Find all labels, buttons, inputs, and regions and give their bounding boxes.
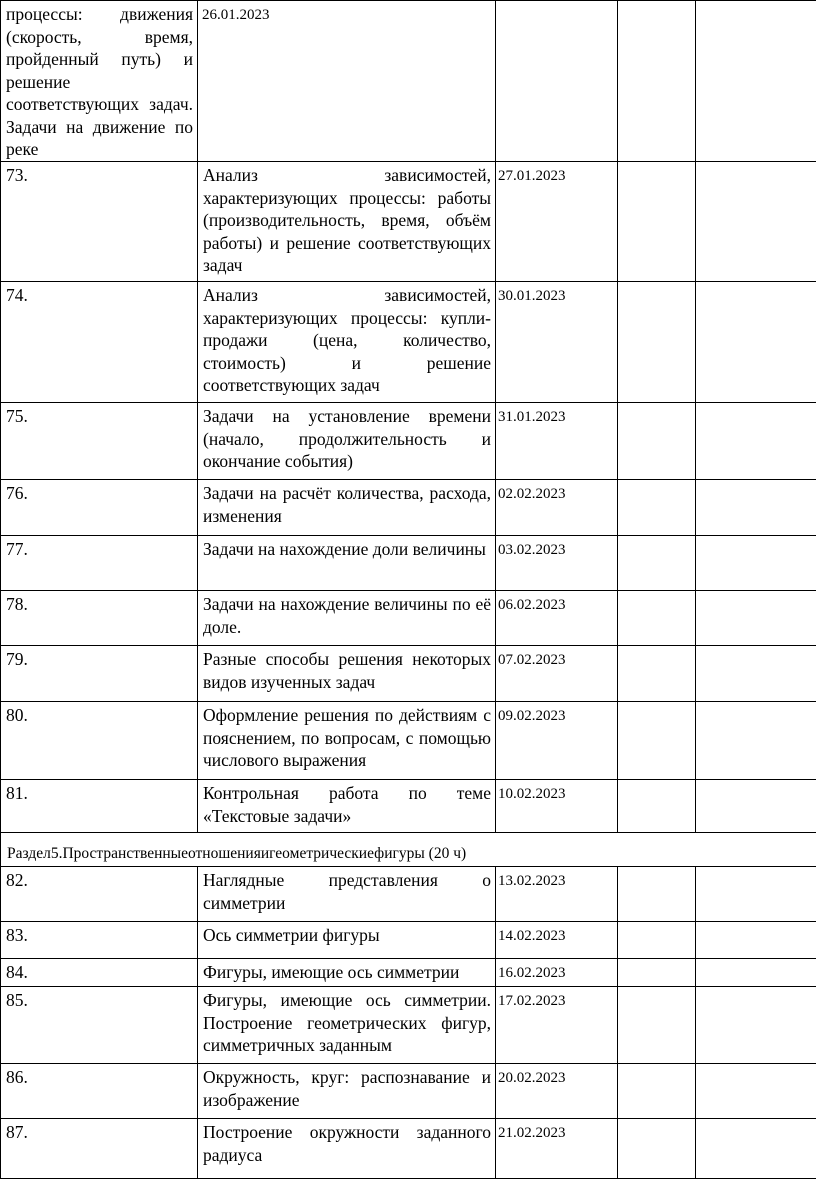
table-row xyxy=(1,646,816,702)
empty-cell xyxy=(618,403,696,480)
lesson-date: 31.01.2023 xyxy=(496,403,618,480)
empty-cell xyxy=(696,867,816,922)
lesson-number: 73. xyxy=(1,162,198,282)
lesson-topic: Ось симметрии фигуры xyxy=(198,922,496,959)
empty-cell xyxy=(618,480,696,536)
empty-cell xyxy=(696,162,816,282)
lesson-number: 84. xyxy=(1,959,198,987)
empty-cell xyxy=(696,536,816,591)
table-row xyxy=(1,922,816,959)
lesson-topic: Оформление решения по действиям с пояснением, по вопросам, с помощью числового выражения xyxy=(198,702,496,780)
lesson-number: 80. xyxy=(1,702,198,780)
lesson-date: 13.02.2023 xyxy=(496,867,618,922)
empty-cell xyxy=(618,959,696,987)
lesson-date: 30.01.2023 xyxy=(496,282,618,403)
lesson-topic: Анализ зависимостей, характеризующих процессы: работы (производительность, время, объём работы) и решение соответствующих задач xyxy=(198,162,496,282)
lesson-number: 77. xyxy=(1,536,198,591)
empty-cell xyxy=(618,1,696,162)
empty-cell xyxy=(618,162,696,282)
lesson-date: 17.02.2023 xyxy=(496,987,618,1064)
empty-cell xyxy=(696,1119,816,1179)
empty-cell xyxy=(618,646,696,702)
empty-cell xyxy=(696,403,816,480)
lesson-date: 27.01.2023 xyxy=(496,162,618,282)
lesson-number: 82. xyxy=(1,867,198,922)
lesson-date: 07.02.2023 xyxy=(496,646,618,702)
empty-cell xyxy=(618,922,696,959)
lesson-topic: Фигуры, имеющие ось симметрии xyxy=(198,959,496,987)
lesson-number: 74. xyxy=(1,282,198,403)
section-title: Раздел5.Пространственныеотношенияигеометрическиефигуры (20 ч) xyxy=(1,833,816,867)
empty-cell xyxy=(696,959,816,987)
table-row xyxy=(1,1119,816,1179)
table-row xyxy=(1,1064,816,1119)
lesson-topic: Наглядные представления о симметрии xyxy=(198,867,496,922)
lesson-topic: Задачи на расчёт количества, расхода, изменения xyxy=(198,480,496,536)
empty-cell xyxy=(618,282,696,403)
lesson-date: 02.02.2023 xyxy=(496,480,618,536)
empty-cell xyxy=(496,1,618,162)
empty-cell xyxy=(618,591,696,646)
table-row xyxy=(1,403,816,480)
empty-cell xyxy=(696,1,816,162)
empty-cell xyxy=(696,922,816,959)
empty-cell xyxy=(696,987,816,1064)
empty-cell xyxy=(696,282,816,403)
lesson-topic: Анализ зависимостей, характеризующих процессы: купли-продажи (цена, количество, стоимость) и решение соответствующих задач xyxy=(198,282,496,403)
empty-cell xyxy=(618,867,696,922)
lesson-number: 83. xyxy=(1,922,198,959)
lesson-number: 81. xyxy=(1,780,198,833)
lesson-topic: Задачи на нахождение доли величины xyxy=(198,536,496,591)
lesson-date: 14.02.2023 xyxy=(496,922,618,959)
empty-cell xyxy=(696,702,816,780)
table-row xyxy=(1,162,816,282)
section-row xyxy=(1,833,816,867)
lesson-number: 78. xyxy=(1,591,198,646)
lesson-date: 21.02.2023 xyxy=(496,1119,618,1179)
lesson-topic: Задачи на установление времени (начало, продолжительность и окончание события) xyxy=(198,403,496,480)
lesson-topic: Задачи на нахождение величины по её доле. xyxy=(198,591,496,646)
empty-cell xyxy=(696,780,816,833)
lesson-topic: Окружность, круг: распознавание и изображение xyxy=(198,1064,496,1119)
table-row xyxy=(1,536,816,591)
empty-cell xyxy=(618,702,696,780)
empty-cell xyxy=(618,1119,696,1179)
empty-cell xyxy=(618,1064,696,1119)
lesson-date: 06.02.2023 xyxy=(496,591,618,646)
topic-cell: процессы: движения (скорость, время, пройденный путь) и решение соответствующих задач. Задачи на движение по реке xyxy=(1,1,198,162)
lesson-number: 86. xyxy=(1,1064,198,1119)
lesson-number: 76. xyxy=(1,480,198,536)
empty-cell xyxy=(696,591,816,646)
empty-cell xyxy=(618,780,696,833)
table-row xyxy=(1,987,816,1064)
table-row xyxy=(1,702,816,780)
lesson-topic: Фигуры, имеющие ось симметрии. Построение геометрических фигур, симметричных заданным xyxy=(198,987,496,1064)
table-row xyxy=(1,591,816,646)
lesson-number: 87. xyxy=(1,1119,198,1179)
empty-cell xyxy=(618,987,696,1064)
lesson-topic: Построение окружности заданного радиуса xyxy=(198,1119,496,1179)
lesson-topic: Контрольная работа по теме «Текстовые задачи» xyxy=(198,780,496,833)
table-row xyxy=(1,867,816,922)
lesson-number: 75. xyxy=(1,403,198,480)
table-row xyxy=(1,959,816,987)
empty-cell xyxy=(696,480,816,536)
lesson-date: 03.02.2023 xyxy=(496,536,618,591)
lesson-date: 10.02.2023 xyxy=(496,780,618,833)
table-row xyxy=(1,1,816,162)
lesson-date: 20.02.2023 xyxy=(496,1064,618,1119)
table-row xyxy=(1,780,816,833)
table-row xyxy=(1,480,816,536)
date-cell: 26.01.2023 xyxy=(198,1,496,162)
lesson-date: 09.02.2023 xyxy=(496,702,618,780)
lesson-topic: Разные способы решения некоторых видов изученных задач xyxy=(198,646,496,702)
lesson-number: 85. xyxy=(1,987,198,1064)
lesson-number: 79. xyxy=(1,646,198,702)
empty-cell xyxy=(618,536,696,591)
table-row xyxy=(1,282,816,403)
empty-cell xyxy=(696,646,816,702)
empty-cell xyxy=(696,1064,816,1119)
lesson-date: 16.02.2023 xyxy=(496,959,618,987)
